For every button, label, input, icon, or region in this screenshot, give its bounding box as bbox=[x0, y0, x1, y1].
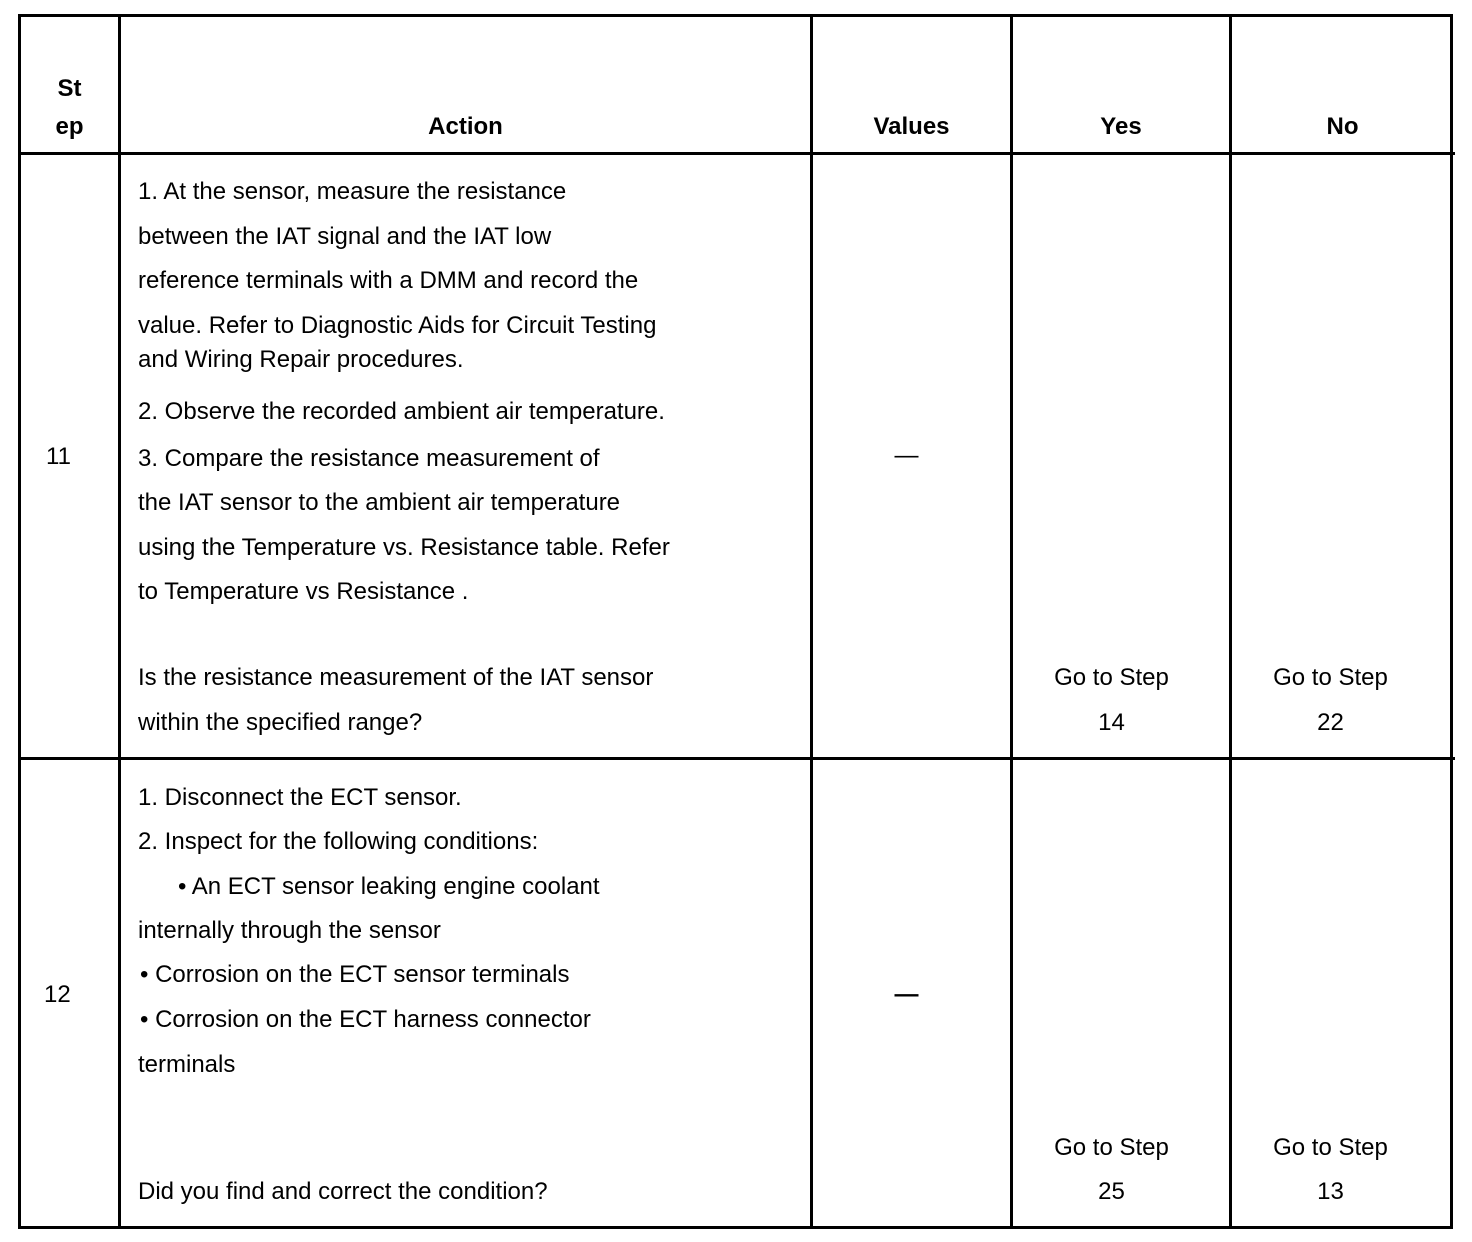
action-line: the IAT sensor to the ambient air temperature bbox=[138, 489, 621, 516]
no-cell-step: 22 bbox=[1317, 709, 1344, 736]
column-divider bbox=[1010, 14, 1013, 1229]
action-line: 3. Compare the resistance measurement of bbox=[138, 445, 600, 472]
action-line: between the IAT signal and the IAT low bbox=[138, 223, 552, 250]
action-line: 2. Observe the recorded ambient air temperature. bbox=[138, 398, 665, 425]
yes-cell-line1: Go to Step bbox=[1054, 664, 1169, 691]
action-line: terminals bbox=[138, 1051, 236, 1078]
action-line: to Temperature vs Resistance . bbox=[138, 578, 469, 605]
header-no: No bbox=[1326, 113, 1359, 140]
column-divider bbox=[810, 14, 813, 1229]
header-step-line1: St bbox=[57, 75, 82, 102]
step-number: 11 bbox=[46, 443, 71, 470]
yes-cell-step: 25 bbox=[1098, 1178, 1125, 1205]
no-cell-line1: Go to Step bbox=[1273, 664, 1388, 691]
header-values: Values bbox=[873, 113, 950, 140]
action-line: • Corrosion on the ECT sensor terminals bbox=[140, 961, 570, 988]
yes-cell-step: 14 bbox=[1098, 709, 1125, 736]
header-step bbox=[21, 70, 118, 146]
action-line: internally through the sensor bbox=[138, 917, 441, 944]
values-cell: — bbox=[894, 981, 919, 1008]
row-divider bbox=[18, 152, 1455, 155]
action-line: using the Temperature vs. Resistance table. Refer bbox=[138, 534, 670, 561]
no-cell-step: 13 bbox=[1317, 1178, 1344, 1205]
action-line: • An ECT sensor leaking engine coolant bbox=[178, 873, 600, 900]
yes-cell-line1: Go to Step bbox=[1054, 1134, 1169, 1161]
step-number: 12 bbox=[44, 981, 71, 1008]
column-divider bbox=[118, 14, 121, 1229]
action-line: 1. At the sensor, measure the resistance bbox=[138, 178, 567, 205]
values-cell: — bbox=[894, 442, 919, 469]
question-line: within the specified range? bbox=[138, 709, 423, 736]
action-line: and Wiring Repair procedures. bbox=[138, 346, 464, 373]
column-divider bbox=[1229, 14, 1232, 1229]
action-line: 1. Disconnect the ECT sensor. bbox=[138, 784, 462, 811]
question-line: Is the resistance measurement of the IAT sensor bbox=[138, 664, 654, 691]
no-cell-line1: Go to Step bbox=[1273, 1134, 1388, 1161]
action-line: reference terminals with a DMM and record the bbox=[138, 267, 639, 294]
header-yes: Yes bbox=[1100, 113, 1142, 140]
question-line: Did you find and correct the condition? bbox=[138, 1178, 548, 1205]
action-line: • Corrosion on the ECT harness connector bbox=[140, 1006, 591, 1033]
action-line: 2. Inspect for the following conditions: bbox=[138, 828, 539, 855]
header-action: Action bbox=[428, 113, 503, 140]
header-step-line2: ep bbox=[55, 113, 84, 140]
row-divider bbox=[18, 757, 1455, 760]
action-line: value. Refer to Diagnostic Aids for Circuit Testing bbox=[138, 312, 657, 339]
